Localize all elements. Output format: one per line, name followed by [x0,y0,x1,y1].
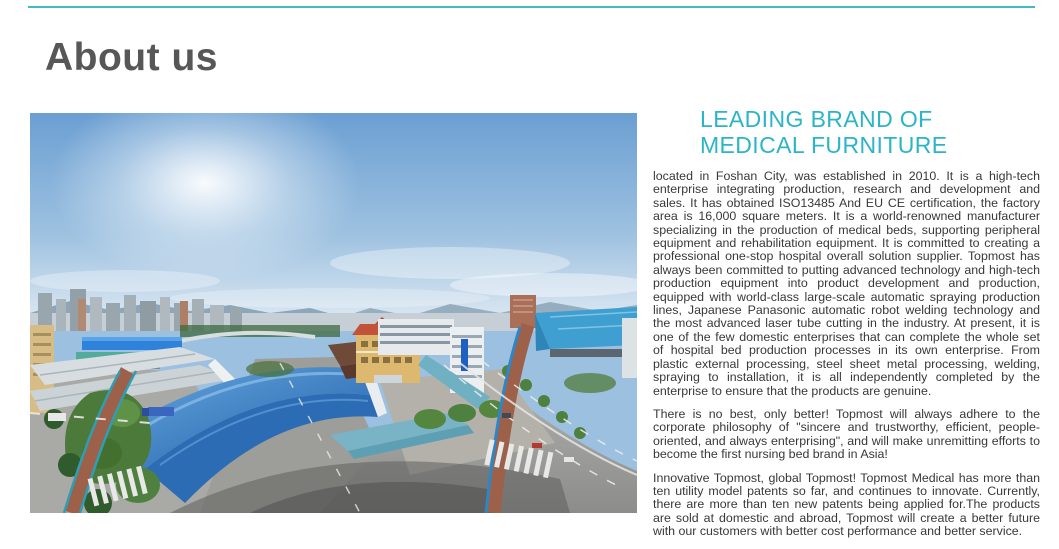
factory-panorama-svg [30,113,637,513]
about-paragraph-3: Innovative Topmost, global Topmost! Topmost Medical has more than ten utility model patents so far, and continues to innovate. Currently, there are more than ten new patents being applied for.The products are sold at domestic and abroad, Topmost will create a better future with our customers with better cost performance and better service. [653,470,1040,539]
section-heading [700,106,1040,158]
top-divider-rule [28,6,1035,8]
sky [30,113,637,331]
factory-panorama-image [30,113,637,513]
section-heading-line2: MEDICAL FURNITURE [700,132,948,158]
section-heading-line1: LEADING BRAND OF [700,106,933,132]
about-text-column [653,106,1040,549]
page-title: About us [45,36,218,79]
about-paragraph-2: There is no best, only better! Topmost will always adhere to the corporate philosophy of "sincere and trustworthy, efficient, people-oriented, and always enterprising", and will make unremitting efforts to become the first nursing bed brand in Asia! [653,406,1040,462]
about-paragraph-1: located in Foshan City, was established in 2010. It is a high-tech enterprise integrating production, research and development and sales. It has obtained ISO13485 And EU CE certification, the factory area is 16,000 square meters. It is a world-renowned manufacturer specializing in the production of medical beds, supporting peripheral equipment and rehabilitation equipment. It is committed to creating a professional one-stop hospital overall solution supplier. Topmost has always been committed to putting advanced technology and high-tech production equipment into product development and production, equipped with world-class large-scale automatic spraying production lines, Japanese Panasonic automatic robot welding technology and the most advanced laser tube cutting in the industry. At present, it is one of the few domestic enterprises that can complete the whole set of hospital bed production processes in its own enterprise. From plastic external processing, steel sheet metal processing, welding, spraying to installation, it is all independently completed by the enterprise to ensure that the products are genuine. [653,169,1040,398]
